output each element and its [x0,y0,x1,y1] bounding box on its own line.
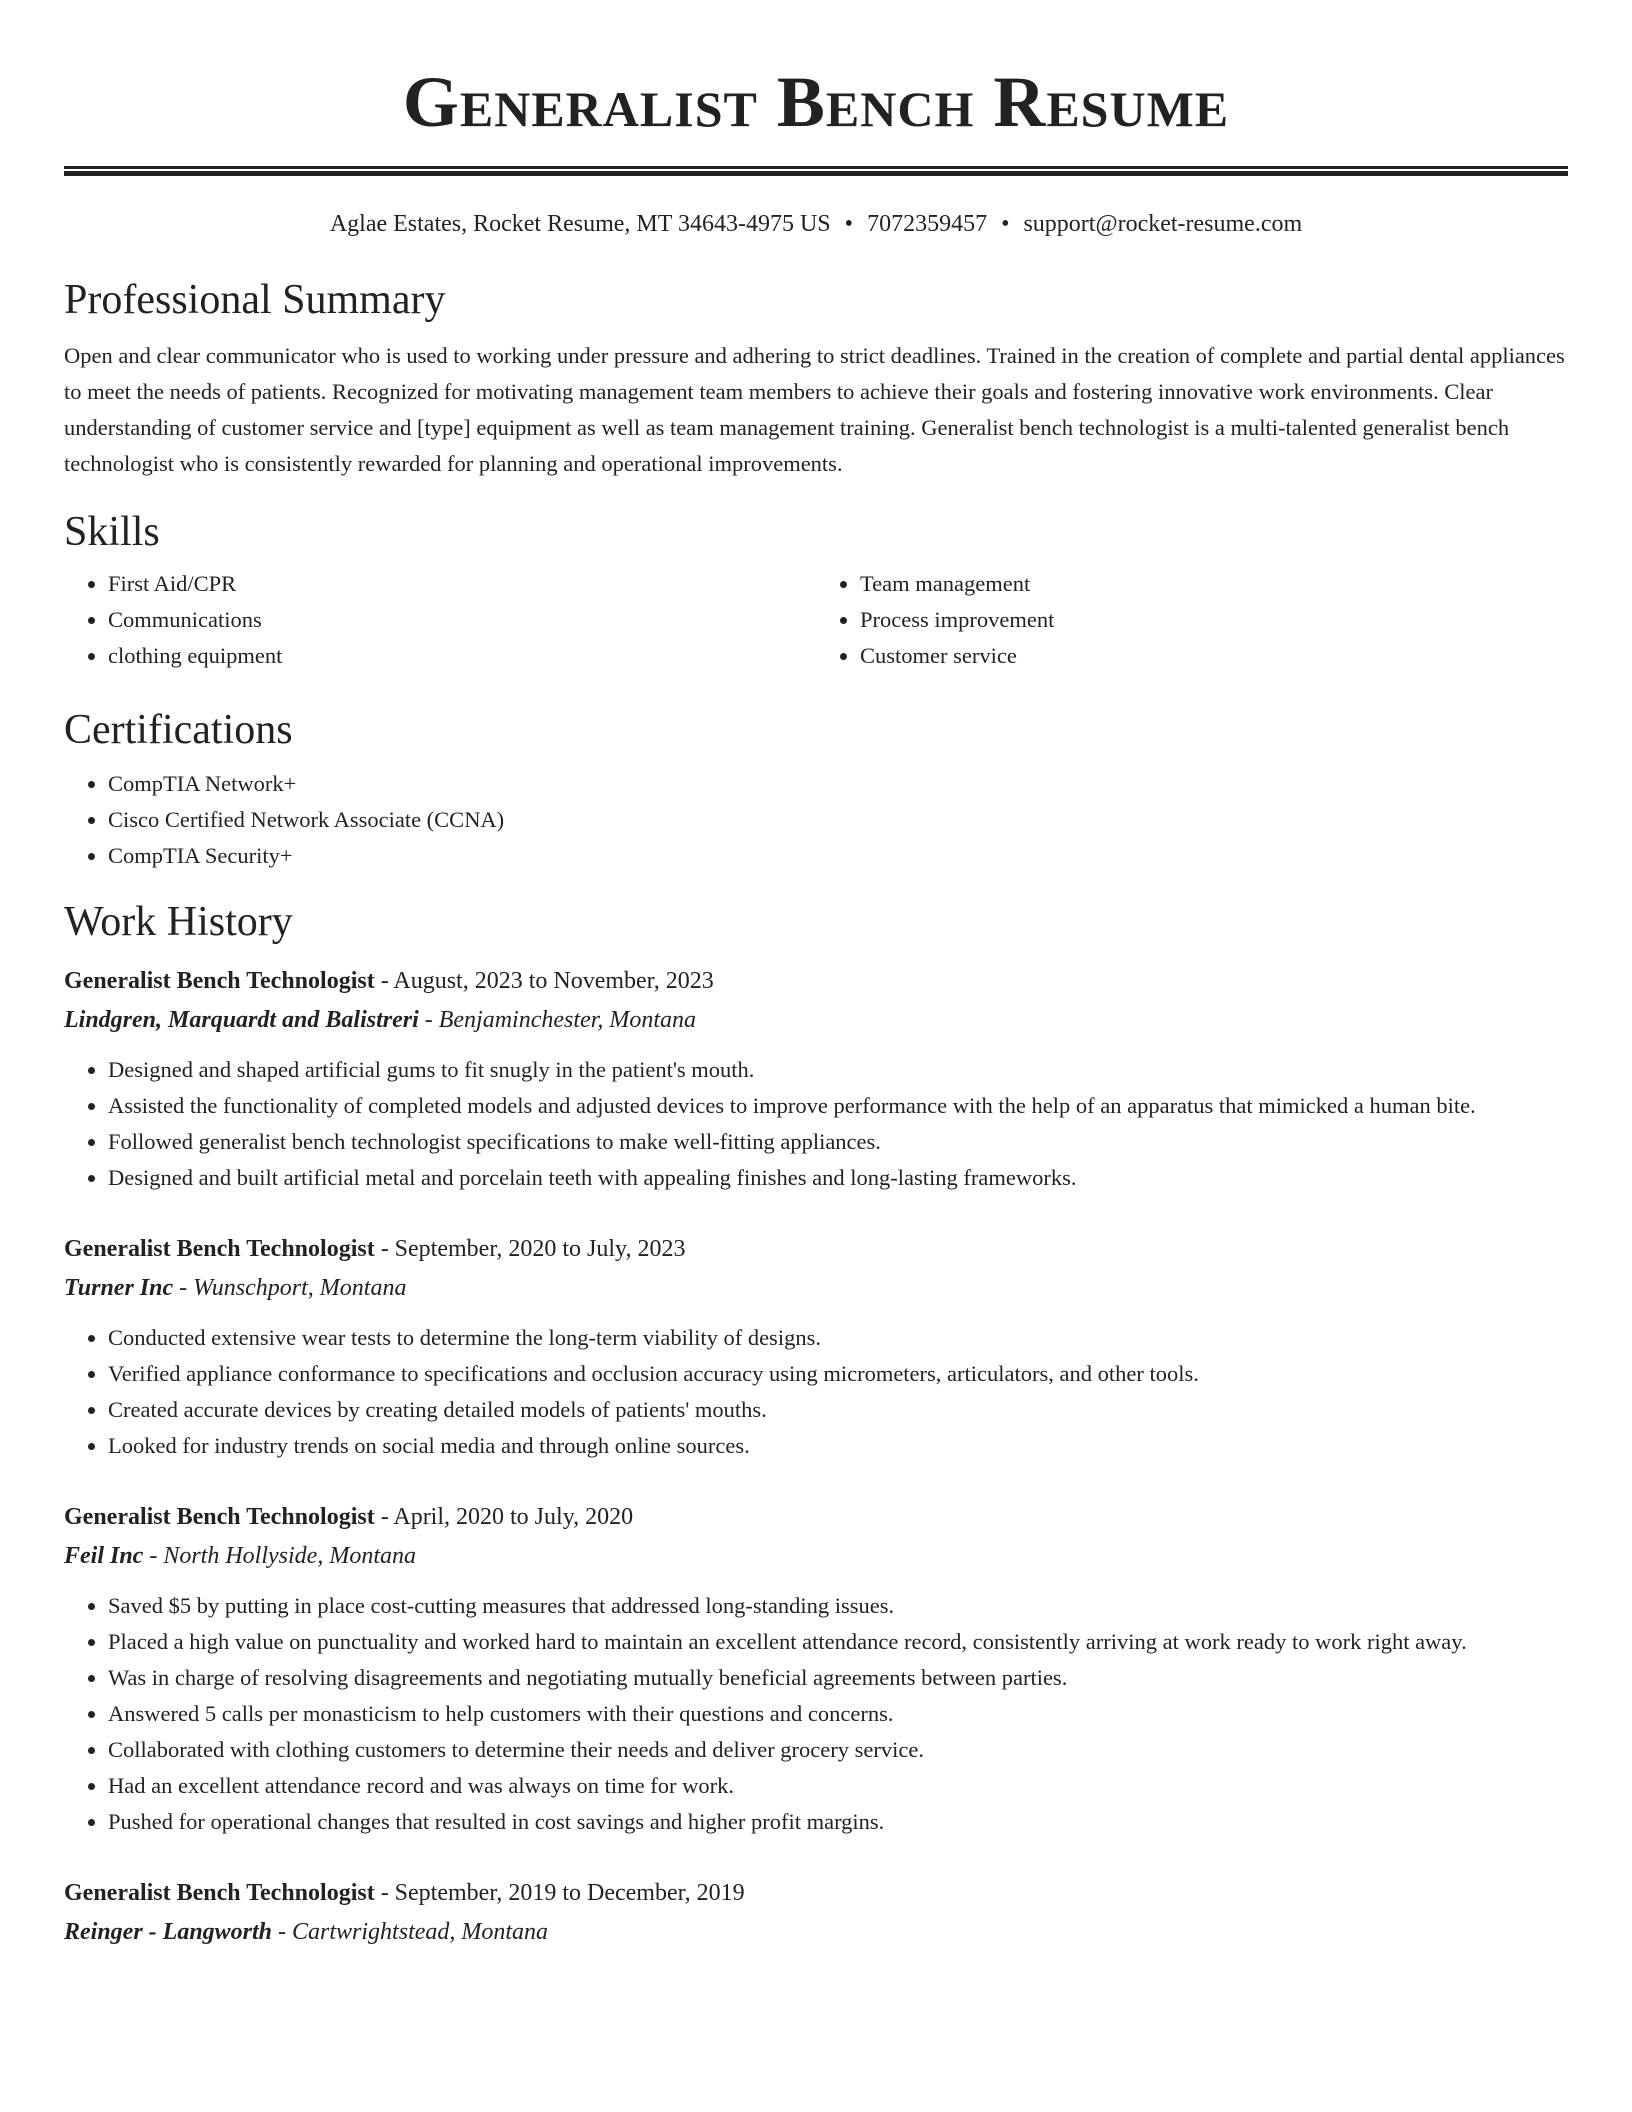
certification-item: • CompTIA Security+ [108,838,1568,874]
skill-item: • clothing equipment [108,638,816,674]
job-bullet: • Was in charge of resolving disagreements and negotiating mutually beneficial agreements between parties. [108,1660,1568,1696]
job-location: - Wunschport, Montana [173,1275,407,1301]
job-bullets [64,1320,1568,1464]
job-bullet: • Pushed for operational changes that resulted in cost savings and higher profit margins. [108,1804,1568,1840]
job-title: Generalist Bench Technologist [64,1504,375,1530]
job-location: - Benjaminchester, Montana [418,1007,697,1033]
job-entry [64,1498,1568,1840]
job-company-line [64,1268,1568,1308]
job-bullets [64,1052,1568,1196]
contact-email: support@rocket-resume.com [1023,211,1303,237]
contact-phone: 7072359457 [867,211,988,237]
job-entry [64,962,1568,1196]
job-entry [64,1230,1568,1464]
job-dates: - April, 2020 to July, 2020 [374,1504,634,1530]
skill-item: • Team management [860,566,1568,602]
job-bullet: • Saved $5 by putting in place cost-cutting measures that addressed long-standing issues. [108,1588,1568,1624]
skills-list-right [816,566,1568,674]
job-bullet: • Designed and shaped artificial gums to fit snugly in the patient's mouth. [108,1052,1568,1088]
job-bullet: • Verified appliance conformance to specifications and occlusion accuracy using micrometers, articulators, and other tools. [108,1356,1568,1392]
certifications-heading: Certifications [64,707,293,753]
job-bullet: • Created accurate devices by creating detailed models of patients' mouths. [108,1392,1568,1428]
summary-text: Open and clear communicator who is used to working under pressure and adhering to strict deadlines. Trained in the creation of complete and partial dental appliances to meet the needs of patients. Recognized for motivating management team members to achieve their goals and fostering innovative work environments. Clear understanding of customer service and [type] equipment as well as team management training. Generalist bench technologist is a multi-talented generalist bench technologist who is consistently rewarded for planning and operational improvements. [64,343,1565,476]
title-double-rule [64,166,1568,176]
job-header [64,1874,1568,1912]
contact-line [64,208,1568,240]
contact-separator: • [1001,211,1010,237]
skill-item: • Communications [108,602,816,638]
job-dates: - September, 2019 to December, 2019 [374,1880,745,1906]
job-bullet: • Looked for industry trends on social media and through online sources. [108,1428,1568,1464]
job-bullet: • Designed and built artificial metal and porcelain teeth with appealing finishes and long-lasting frameworks. [108,1160,1568,1196]
job-title: Generalist Bench Technologist [64,1236,375,1262]
contact-separator: • [844,211,854,237]
job-company-line [64,1000,1568,1040]
work-history-heading: Work History [64,899,293,945]
skill-item: • First Aid/CPR [108,566,816,602]
certification-item: • CompTIA Network+ [108,766,1568,802]
summary-heading: Professional Summary [64,277,446,323]
job-location: - Cartwrightstead, Montana [272,1919,549,1945]
skills-list-left [64,566,816,674]
work-history-section [64,898,1568,1952]
job-company-line [64,1912,1568,1952]
job-location: - North Hollyside, Montana [143,1543,416,1569]
job-bullet: • Had an excellent attendance record and was always on time for work. [108,1768,1568,1804]
resume-title: Generalist Bench Resume [402,62,1230,142]
skills-grid [64,566,1568,674]
job-dates: - August, 2023 to November, 2023 [374,968,714,994]
job-bullet: • Answered 5 calls per monasticism to help customers with their questions and concerns. [108,1696,1568,1732]
certifications-section [64,706,1568,874]
job-bullet: • Assisted the functionality of completed models and adjusted devices to improve performance with the help of an apparatus that mimicked a human bite. [108,1088,1568,1124]
job-bullet: • Followed generalist bench technologist specifications to make well-fitting appliances. [108,1124,1568,1160]
job-bullet: • Collaborated with clothing customers to determine their needs and deliver grocery service. [108,1732,1568,1768]
job-company-line [64,1536,1568,1576]
job-bullet: • Placed a high value on punctuality and worked hard to maintain an excellent attendance record, consistently arriving at work ready to work right away. [108,1624,1568,1660]
summary-section [64,276,1568,482]
job-company: Feil Inc [64,1543,144,1569]
job-company: Reinger - Langworth [64,1919,273,1945]
job-title: Generalist Bench Technologist [64,968,375,994]
job-bullets [64,1588,1568,1840]
job-dates: - September, 2020 to July, 2023 [374,1236,686,1262]
contact-address: Aglae Estates, Rocket Resume, MT 34643-4975 US [329,211,831,237]
job-header [64,1498,1568,1536]
job-title: Generalist Bench Technologist [64,1880,375,1906]
job-company: Turner Inc [64,1275,174,1301]
certifications-list [64,766,1568,874]
skills-section [64,508,1568,674]
skill-item: • Customer service [860,638,1568,674]
certification-item: • Cisco Certified Network Associate (CCNA) [108,802,1568,838]
skills-heading: Skills [64,509,160,555]
job-company: Lindgren, Marquardt and Balistreri [64,1007,419,1033]
job-header [64,1230,1568,1268]
skill-item: • Process improvement [860,602,1568,638]
job-entry [64,1874,1568,1952]
job-header [64,962,1568,1000]
job-bullet: • Conducted extensive wear tests to determine the long-term viability of designs. [108,1320,1568,1356]
